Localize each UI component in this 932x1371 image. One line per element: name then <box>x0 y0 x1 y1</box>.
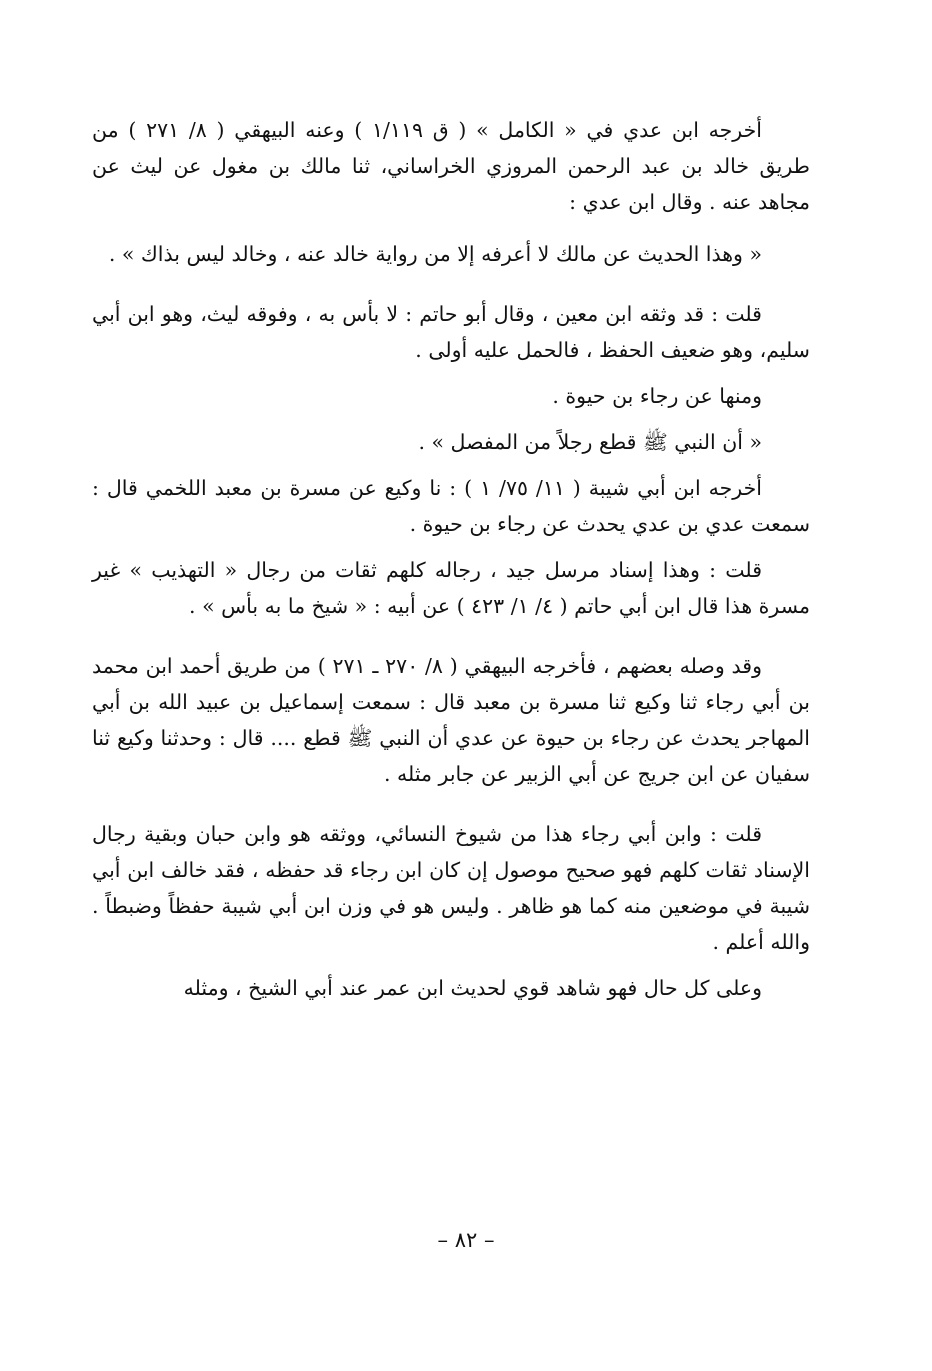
paragraph-takhrij-ibn-adi: أخرجه ابن عدي في « الكامل » ( ق ١/١١٩ ) وعنه البيهقي ( ٨/ ٢٧١ ) من طريق خالد بن عبد الرحمن المروزي الخراساني، ثنا مالك بن مغول عن ليث عن مجاهد عنه . وقال ابن عدي : <box>92 118 810 214</box>
paragraph-ibn-abi-raja: قلت : وابن أبي رجاء هذا من شيوخ النسائي، ووثقه هو وابن حبان وبقية رجال الإسناد ثقات كلهم فهو صحيح موصول إن كان ابن رجاء قد حفظه ، فقد خالف ابن أبي شيبة في موضعين منه كما هو ظاهر . وليس هو في وزن ابن أبي شيبة حفظاً وضبطاً . والله أعلم . <box>92 822 811 954</box>
paragraph-hadith-text: « أن النبي ﷺ قطع رجلاً من المفصل » . <box>418 430 762 454</box>
page-number: – ٨٢ – <box>437 1228 495 1252</box>
paragraph-quote-ibn-adi: « وهذا الحديث عن مالك لا أعرفه إلا من رواية خالد عنه ، وخالد ليس بذاك » . <box>108 242 762 266</box>
page-body <box>92 112 810 1006</box>
paragraph-isnad-mursal: قلت : وهذا إسناد مرسل جيد ، رجاله كلهم ثقات من رجال « التهذيب » غير مسرة هذا قال ابن أبي حاتم ( ٤/ ١/ ٤٢٣ ) عن أبيه : « شيخ ما به بأس » . <box>92 558 810 618</box>
paragraph-takhrij-ibn-abi-shayba: أخرجه ابن أبي شيبة ( ١١/ ٧٥/ ١ ) : نا وكيع عن مسرة بن معبد اللخمي قال : سمعت عدي بن عدي يحدث عن رجاء بن حيوة . <box>92 476 810 536</box>
paragraph-shahid-qawi: وعلى كل حال فهو شاهد قوي لحديث ابن عمر عند أبي الشيخ ، ومثله <box>183 976 762 1000</box>
paragraph-raja-bin-haywa: ومنها عن رجاء بن حيوة . <box>552 384 762 408</box>
paragraph-wasl-bayhaqi: وقد وصله بعضهم ، فأخرجه البيهقي ( ٨/ ٢٧٠ ـ ٢٧١ ) من طريق أحمد ابن محمد بن أبي رجاء ثنا وكيع ثنا مسرة بن معبد قال : سمعت إسماعيل بن عبيد الله بن أبي المهاجر يحدث عن رجاء بن حيوة عن عدي أن النبي ﷺ قطع .... قال : وحدثنا وكيع ثنا سفيان عن ابن جريج عن أبي الزبير عن جابر مثله . <box>92 654 810 786</box>
paragraph-comment-ibn-maeen: قلت : قد وثقه ابن معين ، وقال أبو حاتم : لا بأس به ، وفوقه ليث، وهو ابن أبي سليم، وهو ضعيف الحفظ ، فالحمل عليه أولى . <box>92 302 810 362</box>
